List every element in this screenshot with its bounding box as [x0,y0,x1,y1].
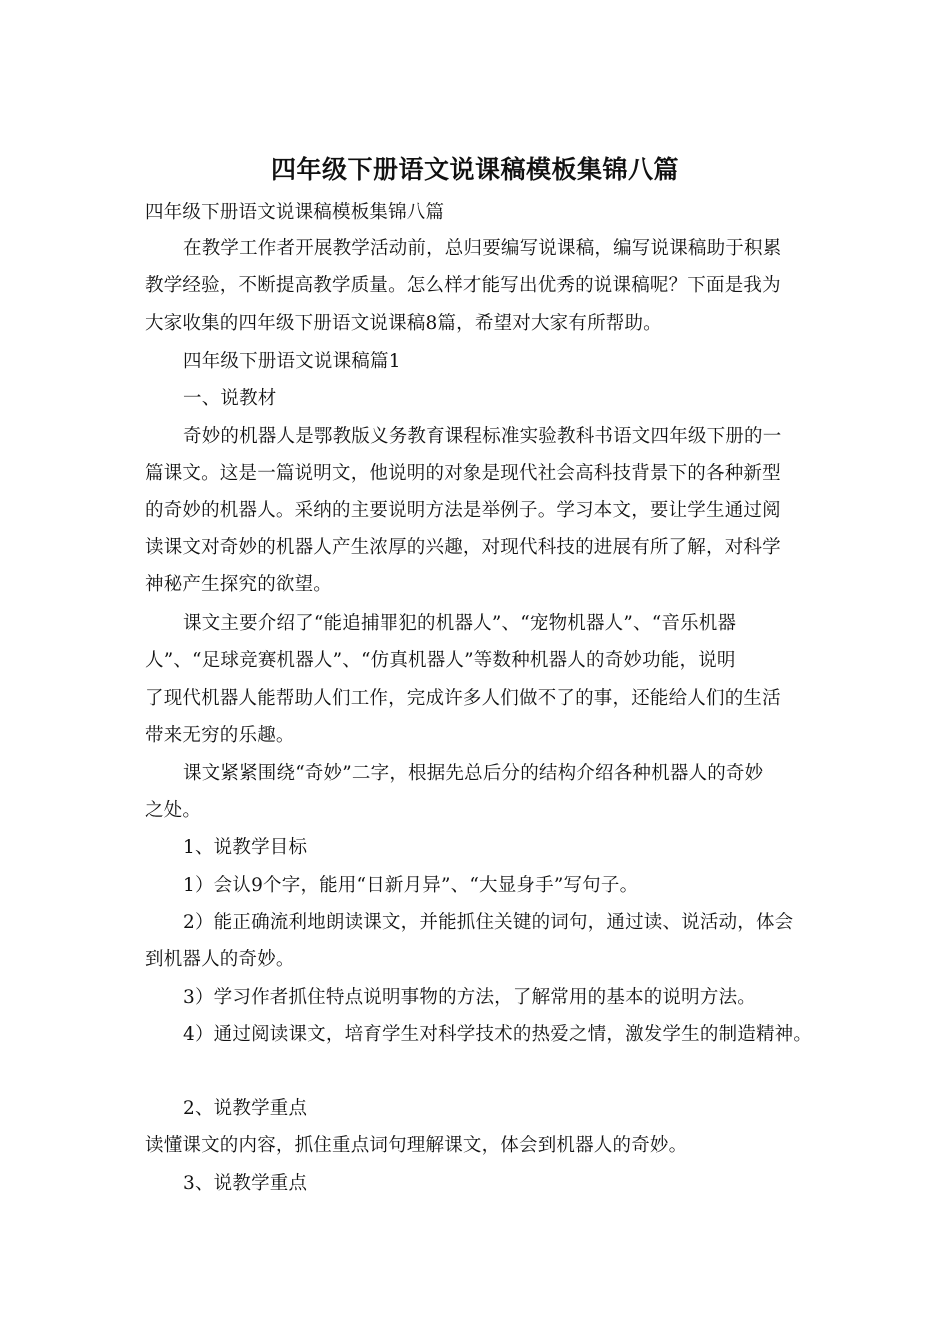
subtitle-line: 四年级下册语文说课稿模板集锦八篇 [145,202,445,223]
intro-line-2: 教学经验，不断提高教学质量。怎么样才能写出优秀的说课稿呢？下面是我为 [145,275,781,296]
list-item: 2）能正确流利地朗读课文，并能抓住关键的词句，通过读、说活动，体会 [183,912,794,933]
paragraph-line: 神秘产生探究的欲望。 [145,574,333,595]
paragraph-line: 人”、“足球竞赛机器人”、“仿真机器人”等数种机器人的奇妙功能，说明 [145,650,736,671]
intro-line-3: 大家收集的四年级下册语文说课稿8篇，希望对大家有所帮助。 [145,313,662,334]
subsection-heading: 一、说教材 [183,388,277,409]
paragraph-line: 篇课文。这是一篇说明文，他说明的对象是现代社会高科技背景下的各种新型 [145,463,781,484]
paragraph-line: 之处。 [145,800,202,821]
paragraph-line: 课文紧紧围绕“奇妙”二字，根据先总后分的结构介绍各种机器人的奇妙 [183,763,764,784]
list-item: 1）会认9个字，能用“日新月异”、“大显身手”写句子。 [183,875,639,896]
paragraph-line: 带来无穷的乐趣。 [145,725,295,746]
list-heading: 3、说教学重点 [183,1173,308,1194]
paragraph-line: 课文主要介绍了“能追捕罪犯的机器人”、“宠物机器人”、“音乐机器 [183,613,737,634]
section-heading: 四年级下册语文说课稿篇1 [183,351,401,372]
paragraph-line: 读懂课文的内容，抓住重点词句理解课文，体会到机器人的奇妙。 [145,1135,688,1156]
intro-line-1: 在教学工作者开展教学活动前，总归要编写说课稿，编写说课稿助于积累 [183,238,782,259]
paragraph-line: 的奇妙的机器人。采纳的主要说明方法是举例子。学习本文，要让学生通过阅 [145,500,781,521]
paragraph-line: 了现代机器人能帮助人们工作，完成许多人们做不了的事，还能给人们的生活 [145,688,781,709]
list-item: 3）学习作者抓住特点说明事物的方法，了解常用的基本的说明方法。 [183,987,756,1008]
list-item-continuation: 到机器人的奇妙。 [145,949,295,970]
document-title: 四年级下册语文说课稿模板集锦八篇 [270,155,679,184]
paragraph-line: 奇妙的机器人是鄂教版义务教育课程标准实验教科书语文四年级下册的一 [183,426,782,447]
paragraph-line: 读课文对奇妙的机器人产生浓厚的兴趣，对现代科技的进展有所了解，对科学 [145,537,781,558]
list-heading: 2、说教学重点 [183,1098,308,1119]
list-heading: 1、说教学目标 [183,837,308,858]
list-item: 4）通过阅读课文，培育学生对科学技术的热爱之情，激发学生的制造精神。 [183,1024,813,1045]
